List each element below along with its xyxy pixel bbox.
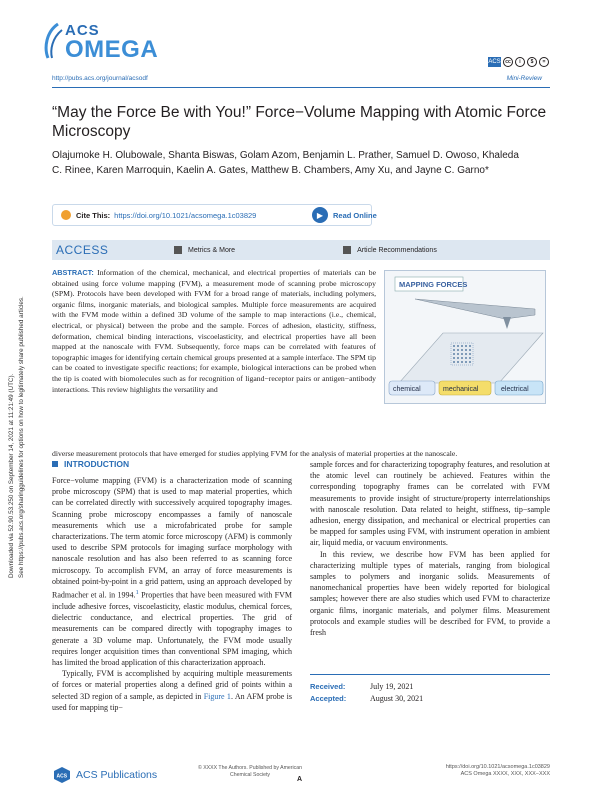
- cc-icon: cc: [503, 57, 513, 67]
- force-grid-point: [461, 353, 463, 355]
- metrics-link[interactable]: [174, 246, 235, 254]
- force-grid-point: [461, 361, 463, 363]
- svg-text:ACS: ACS: [56, 773, 68, 780]
- intro-paragraph-4: In this review, we describe how FVM has been applied for characterizing multiple types of materials, ranging from biological samples to polymers and inorganic solids. Measurements of nanomechanical properties have been widely reported for biological samples; however there are also studies which used FVM to characterize organic films, inorganic materials, and polymer films. Measurement protocols and example studies will be described for FVM, to provide a fresh: [310, 549, 550, 638]
- journal-logo-mark-icon: [44, 22, 66, 60]
- section-heading-introduction: [52, 459, 129, 469]
- footer-journal-citation: ACS Omega XXXX, XXX, XXX−XXX: [460, 771, 550, 777]
- watermark-line-2: See https://pubs.acs.org/sharingguidelines for options on how to legitimately share published articles.: [18, 296, 25, 578]
- toc-graphic: [384, 270, 546, 404]
- read-online-icon: ▶: [312, 207, 328, 223]
- received-label: Received:: [310, 682, 346, 691]
- force-grid-point: [457, 361, 459, 363]
- toc-label-chemical: chemical: [393, 386, 421, 393]
- force-grid-point: [457, 353, 459, 355]
- figure-1-link[interactable]: Figure 1: [203, 691, 231, 701]
- force-grid-point: [453, 361, 455, 363]
- intro-paragraph-1: [52, 475, 292, 668]
- probe-tip-shape: [503, 317, 511, 329]
- page-footer: [52, 752, 550, 782]
- dates-box: [310, 674, 550, 705]
- journal-logo[interactable]: [44, 20, 184, 68]
- accepted-date: August 30, 2021: [370, 694, 424, 703]
- toc-label-electrical: electrical: [501, 386, 529, 393]
- reference-1-link[interactable]: 1: [135, 589, 139, 597]
- column-left: [52, 475, 292, 713]
- force-grid-point: [469, 353, 471, 355]
- publisher-name: ACS Publications: [76, 769, 158, 781]
- toc-illustration: [385, 271, 547, 405]
- attribution-icon: i: [515, 57, 525, 67]
- toc-title: MAPPING FORCES: [399, 280, 468, 289]
- force-grid-point: [453, 345, 455, 347]
- read-online-button[interactable]: [312, 204, 384, 226]
- abstract-heading: ABSTRACT:: [52, 268, 94, 277]
- page-number: A: [297, 776, 303, 783]
- footer-doi-link[interactable]: https://doi.org/10.1021/acsomega.1c03829: [445, 764, 550, 770]
- author-list: Olajumoke H. Olubowale, Shanta Biswas, Golam Azom, Benjamin L. Prather, Samuel D. Owoso, Khaleda C. Rinee, Karen Marroquin, Kaelin A. Gates, Matthew B. Chambers, Amy Xu, and Jayne C. Garno*: [52, 150, 519, 176]
- journal-logo-acs: ACS: [65, 22, 100, 39]
- intro-paragraph-3: sample forces and for characterizing topography features, and resolution at the atomic level can routinely be achieved. Features within the corresponding topography frames can be correlated with FVM measurements to provide insight of structure/property interrelationships with nanoscale resolution. Data related to height, stiffness, tip−sample adhesion, energy dissipation, and mechanical or electrical properties can be mapped for samples using FVM, with instrument operation in ambient air, liquid media, or vacuum environments.: [310, 460, 550, 548]
- force-grid-points: [451, 343, 473, 365]
- article-title: “May the Force Be with You!” Force−Volume Mapping with Atomic Force Microscopy: [52, 104, 547, 140]
- force-grid-point: [465, 345, 467, 347]
- force-grid-point: [469, 345, 471, 347]
- abstract: [52, 268, 376, 395]
- intro-p1-text: Force−volume mapping (FVM) is a characterization mode of scanning probe microscopy (SPM) that is used to map material properties, which can be correlated directly with successively acquired topography images. Scanning probe microscopy encompasses a family of nanoscale measurements which use a microfabricated probe for sample characterizations. The term atomic force microscopy (AFM) is commonly used to describe SPM protocols for imaging surface morphology with nanoscale resolution and has also been referred to as scanning force microscopy. To accomplish FVM, an array of force measurements is obtained point-by-point in a grid pattern, using an approach developed by Radmacher et al. in 1994.: [52, 476, 292, 600]
- metrics-label: Metrics & More: [188, 246, 236, 254]
- force-grid-point: [461, 345, 463, 347]
- force-grid-point: [457, 349, 459, 351]
- intro-paragraph-2: [52, 668, 292, 713]
- acs-hexagon-icon: [52, 766, 72, 784]
- access-bar: [52, 240, 550, 260]
- license-icons[interactable]: [488, 57, 549, 67]
- section-bullet-icon: [52, 461, 58, 467]
- column-right: [310, 459, 550, 638]
- acs-publications-logo[interactable]: [52, 766, 157, 784]
- force-grid-point: [465, 353, 467, 355]
- bar-chart-icon: [174, 246, 182, 254]
- noncommercial-icon: $: [527, 57, 537, 67]
- cite-doi-link[interactable]: https://doi.org/10.1021/acsomega.1c03829: [114, 210, 257, 220]
- intro-p2a-text: Typically, FVM is accomplished by acquiring multiple measurements of forces or material properties along a defined grid of points within a selected 3D region of a sample, as depicted in: [52, 669, 292, 701]
- section-heading-label: INTRODUCTION: [64, 459, 130, 469]
- journal-logo-omega: OMEGA: [65, 36, 159, 63]
- document-icon: [343, 246, 351, 254]
- cantilever-shape: [415, 299, 535, 319]
- read-online-label: Read Online: [333, 210, 377, 220]
- recommendations-label: Article Recommendations: [357, 246, 437, 254]
- force-grid-point: [461, 349, 463, 351]
- force-grid-point: [457, 357, 459, 359]
- force-grid-point: [465, 357, 467, 359]
- force-grid-point: [453, 349, 455, 351]
- force-grid-point: [457, 345, 459, 347]
- force-grid-point: [465, 361, 467, 363]
- journal-url-link[interactable]: http://pubs.acs.org/journal/acsodf: [52, 75, 148, 82]
- force-grid-point: [465, 349, 467, 351]
- acs-license-badge: ACS: [488, 59, 501, 65]
- force-grid-point: [469, 357, 471, 359]
- force-grid-point: [453, 353, 455, 355]
- force-grid-point: [461, 357, 463, 359]
- footer-citation: [446, 764, 550, 778]
- cite-icon: [61, 210, 71, 220]
- accepted-row: [310, 693, 550, 705]
- force-grid-point: [469, 361, 471, 363]
- force-grid-point: [469, 349, 471, 351]
- url-bar: [52, 74, 550, 88]
- toc-label-mechanical: mechanical: [443, 386, 479, 393]
- noderivatives-icon: =: [539, 57, 549, 67]
- accepted-label: Accepted:: [310, 694, 347, 703]
- intro-p1b-text: Properties that have been measured with FVM include adhesive forces, viscoelasticity, elastic modulus, chemical forces, dielectric conductance, and electrical properties. The grid of measurements can be compared directly with topography images to generate a 3D volume map. Unfortunately, the FVM mode usually requires longer acquisition times than conventional SPM imaging, which has limited the broad application of this characterization approach.: [52, 590, 292, 667]
- received-row: [310, 681, 550, 693]
- cite-label: Cite This:: [76, 210, 111, 220]
- access-label: ACCESS: [56, 243, 109, 257]
- force-grid-point: [453, 357, 455, 359]
- intro-p2b-text: . An AFM probe is used for mapping tip−: [52, 691, 292, 712]
- watermark-line-1: Downloaded via 52.90.53.250 on September 14, 2021 at 11:21:49 (UTC).: [8, 373, 15, 578]
- recommendations-link[interactable]: [343, 246, 437, 254]
- abstract-text: Information of the chemical, mechanical, and electrical properties of materials can be obtained using force volume mapping (FVM), a measurement mode of scanning probe microscopy (SPM). Protocols have been developed with FVM for a broad range of materials, including polymers, organic films, inorganic materials, and biological samples. Multiple force measurements are acquired with the FVM mode within a defined 3D volume of the sample to map interactions (i.e., chemical, electrical, or physical) between the probe and the sample. Forces of adhesion, elasticity, stiffness, deformation, chemical binding interactions, viscoelasticity, and electrical properties have all been mapped at the nanoscale with FVM. Subsequently, force maps can be correlated with features of topographic images for identifying certain chemical groups presented at a sample interface. The SPM tip can be coated to investigate specific reactions; for example, biological interactions can be probed when the tip is coated with biomolecules such as for recognition of ligand−receptor pairs or antigen−antibody interactions. This review highlights the versatility and: [52, 268, 377, 394]
- abstract-tail: diverse measurement protocols that have emerged for studies applying FVM for the analysis of material properties at the nanoscale.: [52, 449, 458, 458]
- article-type: Mini-Review: [506, 75, 542, 82]
- copyright-notice: © XXXX The Authors. Published by American Chemical Society: [197, 765, 303, 778]
- received-date: July 19, 2021: [370, 682, 414, 691]
